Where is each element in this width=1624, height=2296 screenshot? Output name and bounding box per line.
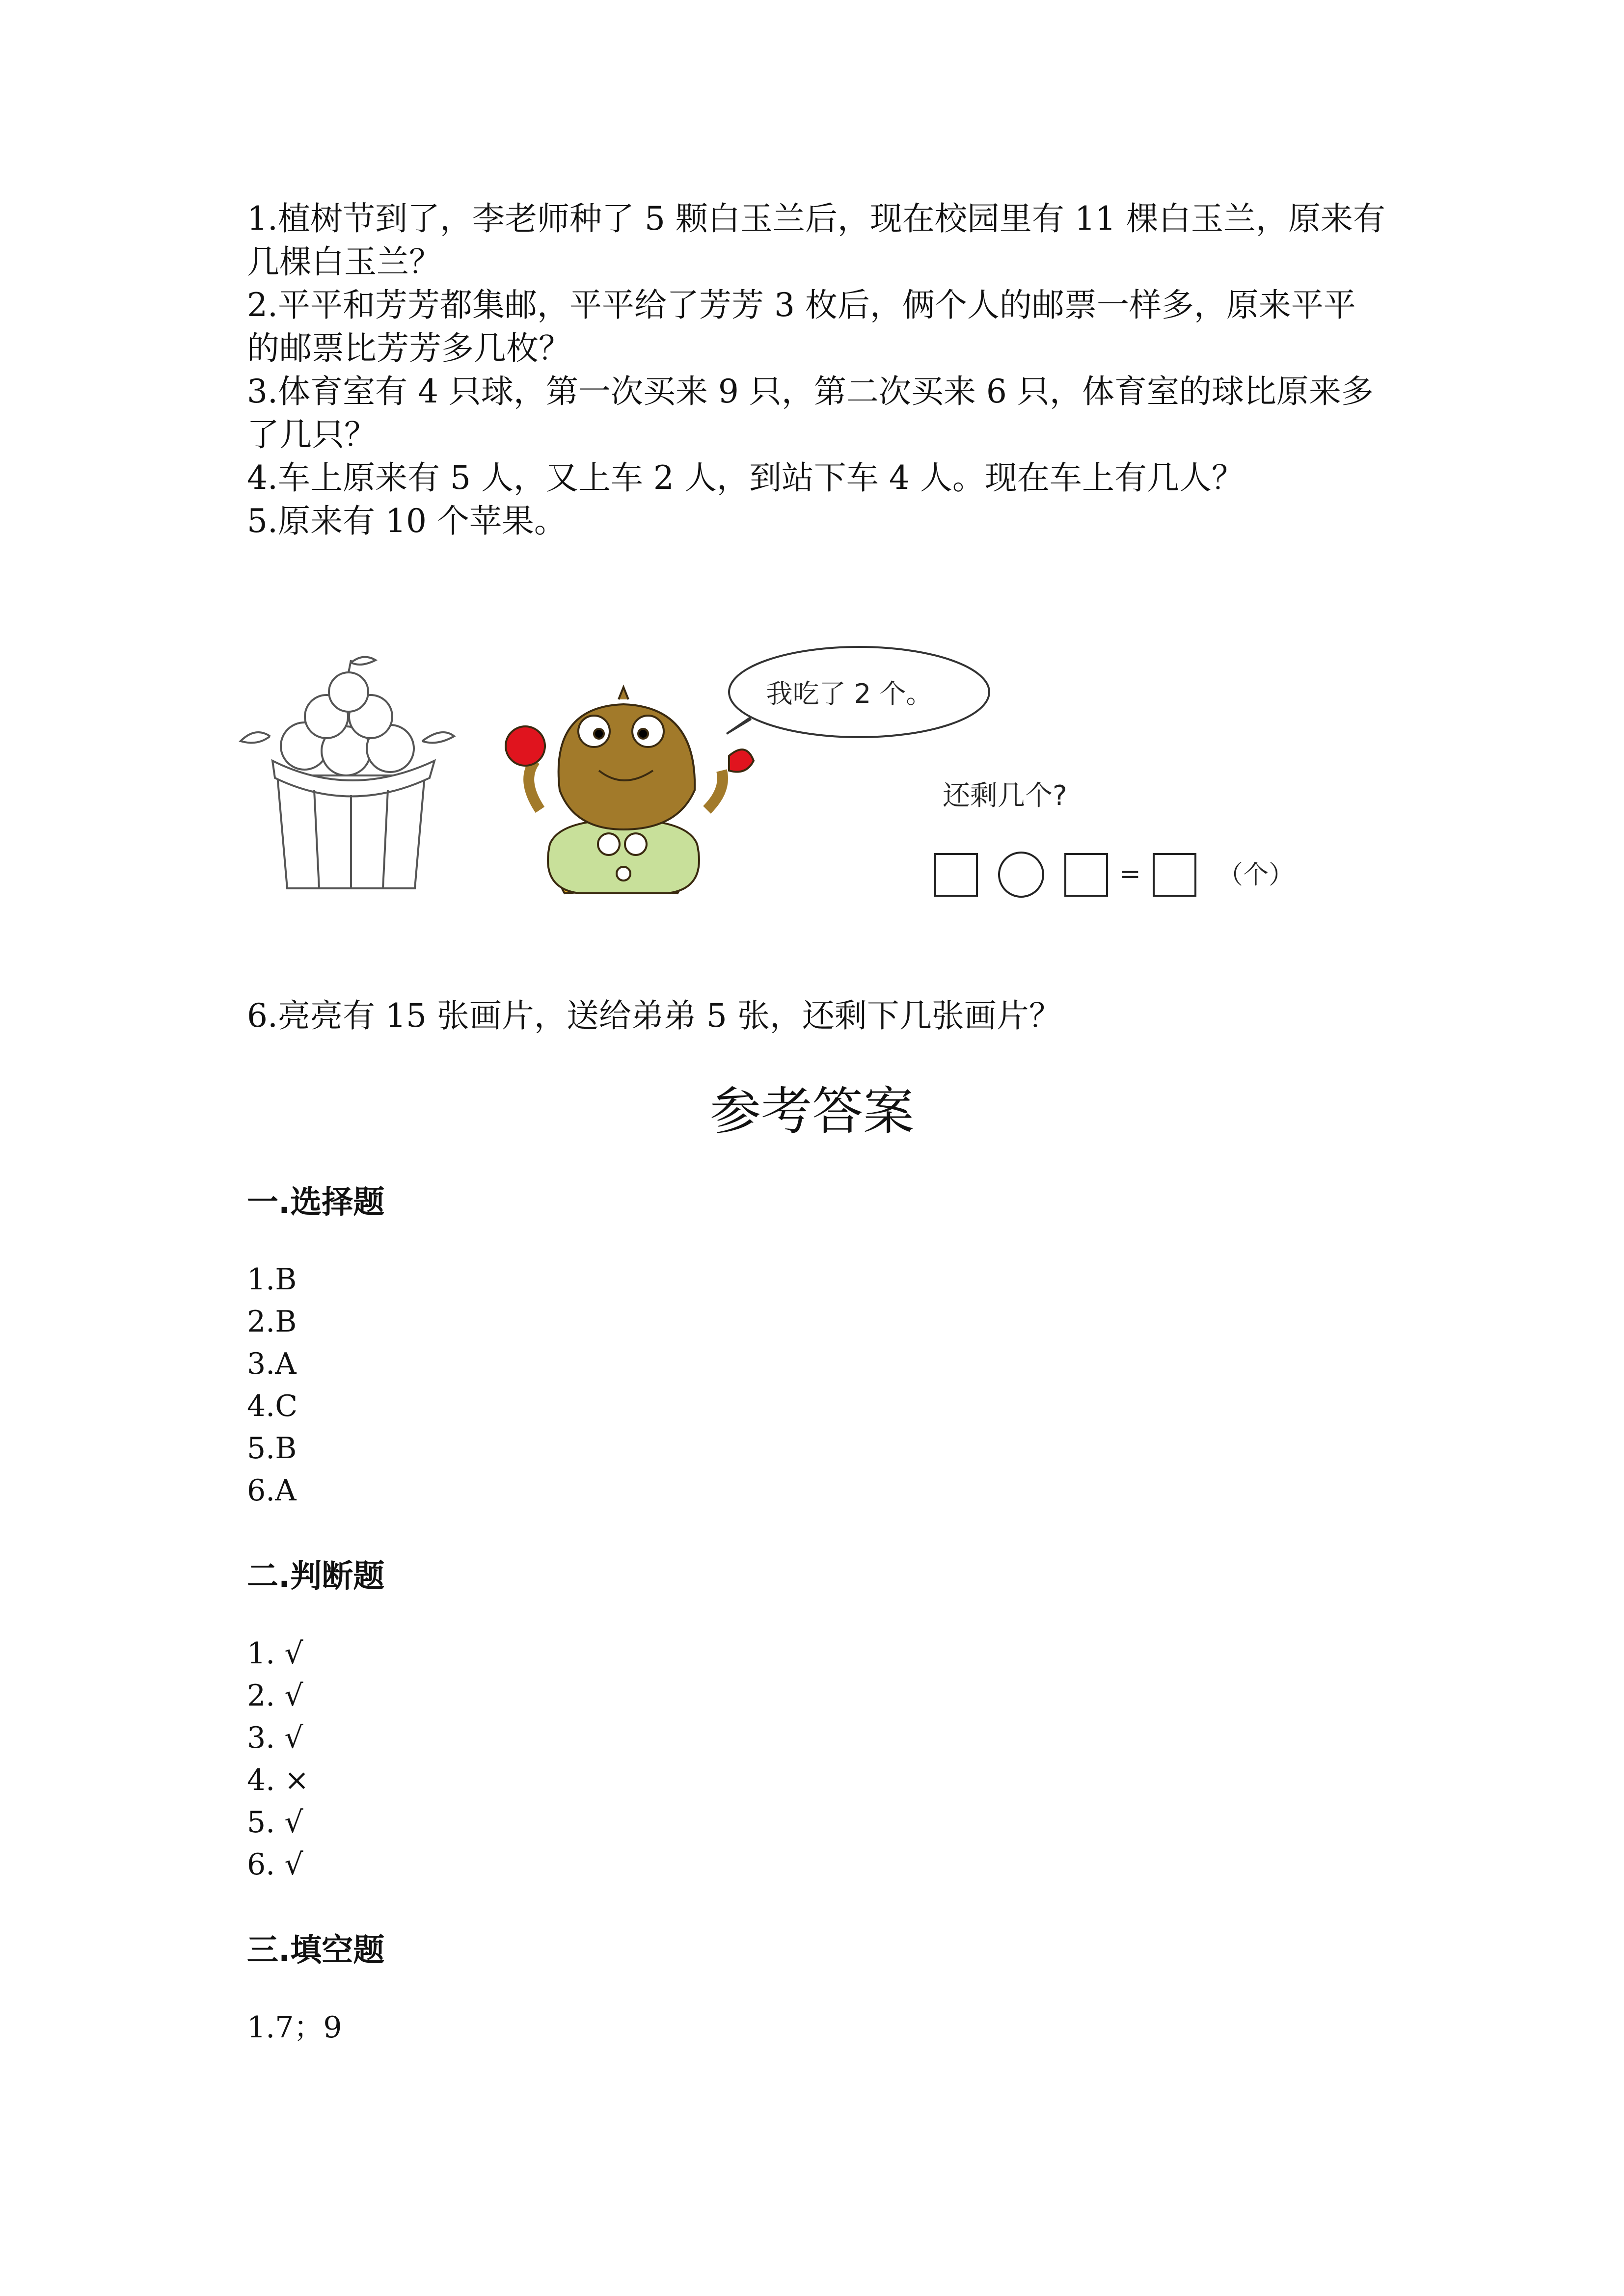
question-3-line-1: 3.体育室有 4 只球，第一次买来 9 只，第二次买来 6 只，体育室的球比原来多 [247, 373, 1374, 410]
equals-sign: = [1119, 859, 1141, 889]
choice-answer-2: 2.B [247, 1305, 297, 1339]
operator-circle [999, 853, 1043, 897]
fill-blank-answer-1: 1.7；9 [247, 2010, 342, 2045]
section-heading-fill-blank: 三.填空题 [247, 1932, 385, 1969]
speech-text: 我吃了 2 个。 [766, 678, 933, 709]
question-4: 4.车上原来有 5 人，又上车 2 人，到站下车 4 人。现在车上有几人？ [247, 459, 1244, 497]
judgement-answer-4: 4. × [247, 1763, 309, 1797]
question-1-line-2: 几棵白玉兰？ [247, 243, 441, 281]
judgement-answer-2: 2. √ [247, 1679, 303, 1713]
judgement-answer-1: 1. √ [247, 1636, 303, 1671]
apple-basket-illustration [241, 657, 454, 888]
unit-label: （个） [1218, 860, 1295, 890]
choice-answer-3: 3.A [247, 1347, 297, 1381]
choice-answer-5: 5.B [247, 1431, 297, 1466]
question-1-line-1: 1.植树节到了，李老师种了 5 颗白玉兰后，现在校园里有 11 棵白玉兰，原来有 [247, 200, 1385, 238]
judgement-answer-6: 6. √ [247, 1847, 303, 1882]
question-2-line-2: 的邮票比芳芳多几枚？ [247, 329, 571, 367]
choice-answer-4: 4.C [247, 1389, 298, 1423]
equation-box-3 [1154, 854, 1195, 896]
answer-key-title: 参考答案 [709, 1081, 914, 1141]
judgement-answer-3: 3. √ [247, 1721, 303, 1755]
section-heading-judgement: 二.判断题 [247, 1558, 385, 1595]
question-5: 5.原来有 10 个苹果。 [247, 502, 567, 540]
choice-answer-6: 6.A [247, 1473, 297, 1508]
speech-bubble [727, 647, 989, 737]
section-heading-choice: 一.选择题 [247, 1184, 385, 1221]
equation-box-1 [935, 854, 977, 896]
equation-box-2 [1065, 854, 1107, 896]
frog-character-illustration [506, 687, 754, 893]
question-6: 6.亮亮有 15 张画片，送给弟弟 5 张，还剩下几张画片？ [247, 997, 1061, 1035]
judgement-answer-5: 5. √ [247, 1805, 303, 1840]
question-2-line-1: 2.平平和芳芳都集邮，平平给了芳芳 3 枚后，俩个人的邮票一样多，原来平平 [247, 286, 1356, 324]
remaining-question: 还剩几个? [943, 780, 1067, 812]
question-5-figure [236, 614, 1335, 918]
question-3-line-2: 了几只？ [247, 416, 377, 454]
choice-answer-1: 1.B [247, 1262, 297, 1297]
